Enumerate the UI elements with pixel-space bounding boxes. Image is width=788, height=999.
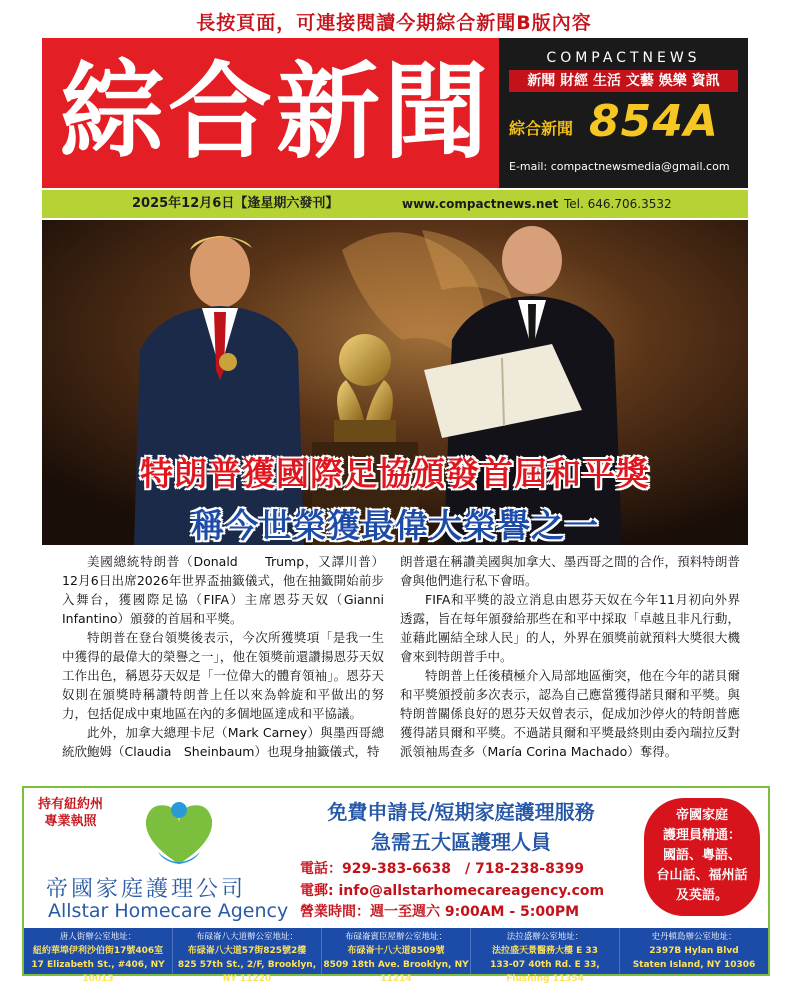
agency-name-en: Allstar Homecare Agency	[48, 900, 289, 922]
top-note[interactable]: 長按頁面，可連接閱讀今期綜合新聞B版內容	[196, 12, 592, 34]
issue-date: 2025年12月6日【逢星期六發刊】	[132, 196, 339, 211]
ad-headline: 免費申請長/短期家庭護理服務	[327, 800, 595, 824]
ad-hours: 營業時間：週一至週六 9:00AM - 5:00PM	[300, 904, 580, 920]
headline-main: 特朗普獲國際足協頒發首屆和平獎	[140, 454, 650, 493]
heart-hands-logo-icon	[124, 792, 234, 872]
masthead-info-panel	[499, 38, 748, 188]
badge-line: 國語、粵語、	[662, 848, 741, 863]
office-addresses-bar	[24, 928, 768, 984]
article-column-right	[400, 552, 740, 761]
headline-sub: 稱今世榮獲最偉大榮譽之一	[191, 506, 599, 545]
article-paragraph: 朗普還在稱讚美國與加拿大、墨西哥之間的合作，預料特朗普會與他們進行私下會晤。	[400, 554, 740, 588]
badge-line: 帝國家庭	[675, 808, 728, 823]
office-label: 法拉盛辦公室地址：	[506, 932, 584, 942]
office-chinatown	[24, 928, 173, 984]
office-label: 布碌崙八大道辦公室地址：	[195, 932, 298, 942]
ad-subheadline: 急需五大區護理人員	[371, 830, 551, 854]
office-label: 唐人街辦公室地址：	[59, 932, 137, 942]
language-badge	[644, 798, 760, 916]
agency-name-cn: 帝國家庭護理公司	[46, 877, 247, 902]
article-column-left	[62, 552, 384, 761]
brand-en: COMPACTNEWS	[546, 50, 701, 66]
office-address-en: 17 Elizabeth St., #406, NY 10013	[31, 960, 165, 984]
ad-phone[interactable]: 電話：929-383-6638 / 718-238-8399	[300, 861, 585, 877]
article-paragraph: 特朗普在登台領獎後表示，今次所獲獎項「是我一生中獲得的最偉大的榮譽之一」，他在領獎前還讚揚恩芬天奴工作出色，稱恩芬天奴是「一位偉大的體育領袖」。恩芬天奴則在頒獎時稱讚特朗普上任以來為斡旋和平做出的努力，包括促成中東地區在內的多個地區達成和平協議。	[62, 630, 384, 721]
office-address-cn: 布碌崙八大道57街825號2樓	[187, 946, 307, 956]
office-bensonhurst	[322, 928, 471, 984]
masthead	[42, 38, 748, 188]
contact-email[interactable]: E-mail: compactnewsmedia@gmail.com	[509, 160, 730, 173]
office-address-cn: 2397B Hylan Blvd	[649, 946, 739, 956]
office-label: 史丹頓島辦公室地址：	[651, 932, 737, 942]
issue-label: 綜合新聞	[509, 119, 574, 138]
badge-line: 護理員精通：	[662, 828, 741, 843]
article-paragraph: 此外，加拿大總理卡尼（Mark Carney）與墨西哥總統欣鮑姆（Claudia Sheinbaum）也現身抽籤儀式，特	[62, 725, 384, 759]
office-label: 布碌崙賓臣屋辦公室地址：	[344, 932, 447, 942]
section-tagline: 新聞 財經 生活 文藝 娛樂 資訊	[509, 70, 738, 92]
award-ceremony-illustration	[42, 220, 748, 545]
article-paragraph: 特朗普上任後積極介入局部地區衝突，他在今年的諾貝爾和平獎頒授前多次表示，認為自己應當獲得諾貝爾和平獎。與特朗普關係良好的恩芬天奴曾表示，促成加沙停火的特朗普應獲得諾貝爾和平獎。不過諾貝爾和平獎最終則由委內瑞拉反對派領袖馬查多（María Corina Machado）奪得。	[400, 668, 740, 759]
office-staten-island	[620, 928, 768, 974]
news-photo	[42, 220, 748, 545]
article-paragraph: 美國總統特朗普（Donald Trump，又譯川普）12月6日出席2026年世界盃抽籤儀式，他在抽籤開始前步入舞台，獲國際足協（FIFA）主席恩芬天奴（Gianni Infantino）頒發的首屆和平獎。	[62, 554, 384, 626]
badge-line: 及英語。	[675, 888, 728, 903]
phone-number: Tel. 646.706.3532	[564, 197, 672, 211]
office-address-cn: 法拉盛天景醫務大樓 E 33	[492, 946, 598, 956]
office-address-en: 133-07 40th Rd. E 33, Flushing 11354	[490, 960, 600, 984]
office-address-cn: 布碌崙十八大道8509號	[347, 946, 445, 956]
homecare-advertisement[interactable]	[22, 786, 770, 984]
website-link[interactable]: www.compactnews.net	[402, 197, 559, 211]
badge-line: 台山話、福州話	[656, 868, 748, 883]
license-badge	[38, 796, 103, 830]
ad-email[interactable]: 電郵: info@allstarhomecareagency.com	[300, 883, 605, 899]
license-text: 持有紐約州 專業執照	[38, 797, 104, 829]
office-8th-ave	[173, 928, 322, 984]
office-flushing	[471, 928, 620, 984]
dateline-bar	[42, 190, 748, 218]
newspaper-title: 綜合新聞	[60, 50, 493, 173]
office-address-en: 825 57th St., 2/F, Brooklyn, NY 11220	[177, 960, 317, 984]
office-address-en: Staten Island, NY 10306	[632, 960, 756, 970]
office-address-cn: 紐約華埠伊利沙伯街17號406室	[32, 946, 164, 956]
office-address-en: 8509 18th Ave. Brooklyn, NY 11214	[323, 960, 469, 984]
issue-number: 854A	[589, 96, 719, 147]
article-paragraph: FIFA和平獎的設立消息由恩芬天奴在今年11月初向外界透露，旨在每年頒發給那些在和平中採取「卓越且非凡行動，並藉此團結全球人民」的人，外界在頒獎前就預料大獎很大機會來到特朗普手中。	[400, 592, 740, 664]
